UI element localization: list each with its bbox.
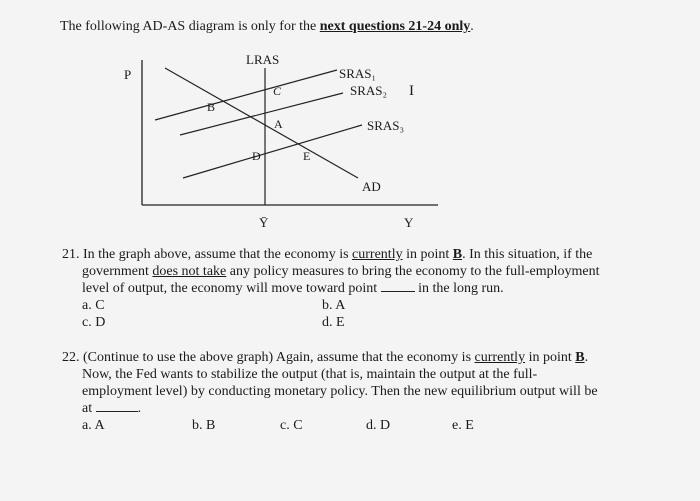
q21-option-d: d. E: [322, 315, 345, 330]
ad-label: AD: [362, 179, 381, 194]
ad-line: [165, 68, 358, 178]
q21-text: in point: [402, 247, 453, 262]
q21-text: level of output, the economy will move toward point: [82, 281, 378, 296]
text-cursor-icon: I: [409, 83, 414, 99]
q22-answer-blank: [96, 400, 138, 412]
q21-currently: currently: [352, 247, 403, 262]
q22-option-d: d. D: [366, 418, 391, 433]
q21-number: 21.: [62, 247, 80, 262]
sras2-label: SRAS₂: [350, 83, 388, 98]
q21-text: in the long run.: [418, 281, 504, 296]
q22-line1: [62, 349, 588, 366]
q22-option-a: a. A: [82, 418, 105, 433]
q21-option-b: b. A: [322, 298, 346, 313]
q22-line3: employment level) by conducting monetary policy. Then the new equilibrium output will be: [82, 384, 598, 399]
q21-option-c: c. D: [82, 315, 106, 330]
point-e-label: E: [303, 149, 311, 163]
q21-text: government: [82, 264, 153, 279]
q22-text: .: [584, 350, 589, 365]
q22-text: at: [82, 401, 93, 416]
q22-option-b: b. B: [192, 418, 216, 433]
point-d-label: D: [252, 149, 261, 163]
intro-emphasis: next questions 21-24 only: [319, 19, 471, 34]
intro-period: .: [470, 19, 474, 34]
q22-line2: Now, the Fed wants to stabilize the output (that is, maintain the output at the full-: [82, 367, 538, 382]
point-c-label: C: [273, 84, 282, 98]
point-a-label: A: [274, 117, 283, 131]
q21-text: any policy measures to bring the economy to the full-employment: [226, 264, 600, 279]
q21-line2: [82, 263, 600, 280]
q21-text: . In this situation, if the: [462, 247, 593, 262]
q22-currently: currently: [474, 350, 526, 365]
q21-line3: [82, 280, 504, 297]
q21-option-a: a. C: [82, 298, 105, 313]
q22-line4: [82, 400, 141, 417]
q21-does-not-take: does not take: [152, 264, 227, 279]
y-axis-label: P: [124, 67, 132, 82]
x-axis-label: Y: [404, 215, 414, 230]
sras3-line: [183, 125, 362, 178]
intro-text: The following AD-AS diagram is only for the: [60, 19, 320, 34]
q21-answer-blank: [381, 280, 415, 292]
point-b-label: B: [207, 100, 216, 114]
lras-label: LRAS: [246, 52, 280, 67]
q22-text: .: [137, 401, 142, 416]
sras3-label: SRAS₃: [367, 118, 405, 133]
sras1-label: SRAS₁: [339, 66, 377, 81]
q21-line1: [62, 246, 592, 263]
q22-option-c: c. C: [280, 418, 303, 433]
potential-output-label: Ȳ: [259, 215, 269, 230]
ad-as-diagram: [0, 0, 700, 240]
sras2-line: [180, 93, 343, 135]
q22-text: (Continue to use the above graph) Again, assume that the economy is: [83, 350, 475, 365]
q22-option-e: e. E: [452, 418, 474, 433]
q22-number: 22.: [62, 350, 80, 365]
q22-text: in point: [525, 350, 576, 365]
q21-text: In the graph above, assume that the economy is: [83, 247, 353, 262]
q22-point: B: [575, 350, 585, 365]
q21-point: B: [452, 247, 463, 262]
